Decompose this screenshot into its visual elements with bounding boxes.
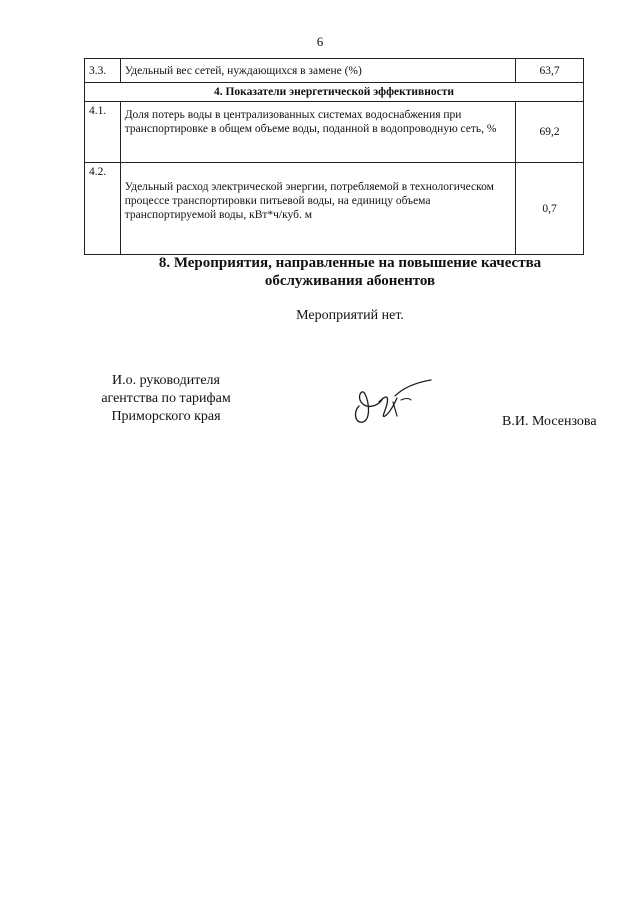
section-body: Мероприятий нет. (296, 308, 404, 323)
section-title-line: 8. Мероприятия, направленные на повышение качества (158, 255, 542, 271)
table-row (85, 59, 584, 83)
signer-title-line: Приморского края (111, 409, 221, 424)
table-row (85, 102, 584, 163)
section-title-line: обслуживания абонентов (264, 273, 436, 289)
signer-name: В.И. Мосензова (502, 414, 597, 429)
table-section-row (85, 83, 584, 102)
section-title (0, 254, 640, 290)
row-description: Удельный вес сетей, нуждающихся в замене (%) (120, 59, 516, 83)
row-value: 0,7 (516, 163, 584, 255)
signer-title-line: агентства по тарифам (101, 391, 231, 406)
page-number: 6 (316, 34, 324, 49)
indicators-table (84, 58, 584, 255)
row-number: 4.1. (85, 102, 121, 163)
table-row (85, 163, 584, 255)
signer-title-line: И.о. руководителя (111, 373, 220, 388)
row-number: 3.3. (85, 59, 121, 83)
row-number: 4.2. (85, 163, 121, 255)
row-value: 69,2 (516, 102, 584, 163)
row-description: Удельный расход электрической энергии, потребляемой в технологическом процессе транспортировки питьевой воды, на единицу объема транспортируемой воды, кВт*ч/куб. м (120, 163, 516, 255)
signer-title (76, 372, 256, 426)
row-description: Доля потерь воды в централизованных системах водоснабжения при транспортировке в общем объеме воды, поданной в водопроводную сеть, % (120, 102, 516, 163)
handwritten-signature (345, 372, 435, 432)
section-heading: 4. Показатели энергетической эффективности (85, 83, 584, 102)
row-value: 63,7 (516, 59, 584, 83)
